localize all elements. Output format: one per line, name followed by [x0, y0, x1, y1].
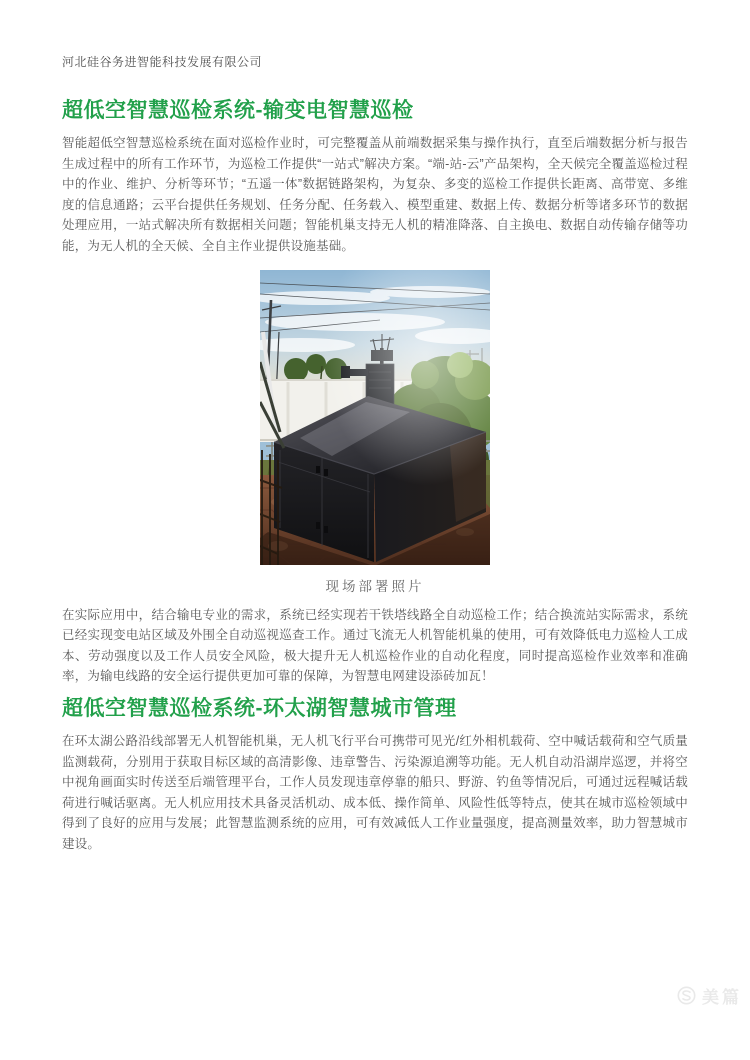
company-name: 河北硅谷务进智能科技发展有限公司 [62, 55, 263, 69]
photo-caption: 现场部署照片 [325, 578, 425, 594]
meipian-logo-icon [676, 985, 697, 1006]
section1-paragraph-2: 在实际应用中，结合输电专业的需求，系统已经实现若干铁塔线路全自动巡检工作；结合换流站实际需求，系统已经实现变电站区域及外围全自动巡视巡查工作。通过飞流无人机智能机巢的使用，可有效降低电力巡检人工成本、劳动强度以及工作人员安全风险，极大提升无人机巡检作业的自动化程度，同时提高巡检作业效率和准确率，为输电线路的安全运行提供更加可靠的保障，为智慧电网建设添砖加瓦！ [62, 607, 688, 684]
section1-heading: 超低空智慧巡检系统-输变电智慧巡检 [62, 99, 414, 122]
deployment-photo-illustration [260, 270, 490, 565]
deployment-photo-figure [62, 270, 688, 595]
section1-paragraph-1: 智能超低空智慧巡检系统在面对巡检作业时，可完整覆盖从前端数据采集与操作执行，直至后端数据分析与报告生成过程中的所有工作环节，为巡检工作提供“一站式”解决方案。“端-站-云”产品架构，全天候完全覆盖巡检过程中的作业、维护、分析等环节；“五遥一体”数据链路架构，为复杂、多变的巡检工作提供长距离、高带宽、多维度的信息通路；云平台提供任务规划、任务分配、任务载入、模型重建、数据上传、数据分析等诸多环节的数据处理应用，一站式解决所有数据相关问题；智能机巢支持无人机的精准降落、自主换电、数据自动传输存储等功能，为无人机的全天候、全自主作业提供设施基础。 [62, 136, 688, 253]
section2-heading: 超低空智慧巡检系统-环太湖智慧城市管理 [62, 696, 457, 720]
watermark-text: 美篇 [702, 988, 742, 1007]
meipian-watermark [676, 983, 742, 1008]
section2-paragraph: 在环太湖公路沿线部署无人机智能机巢，无人机飞行平台可携带可见光/红外相机载荷、空中喊话载荷和空气质量监测载荷，分别用于获取目标区域的高清影像、违章警告、污染源追溯等功能。无人机自动沿湖岸巡逻，并将空中视角画面实时传送至后端管理平台，工作人员发现违章停靠的船只、野游、钓鱼等情况后，可通过远程喊话载荷进行喊话驱离。无人机应用技术具备灵活机动、成本低、操作简单、风险性低等特点，使其在城市巡检领域中得到了良好的应用与发展；此智慧监测系统的应用，可有效减低人工作业量强度，提高测量效率，助力智慧城市建设。 [62, 733, 688, 851]
deployment-photo [260, 270, 490, 565]
